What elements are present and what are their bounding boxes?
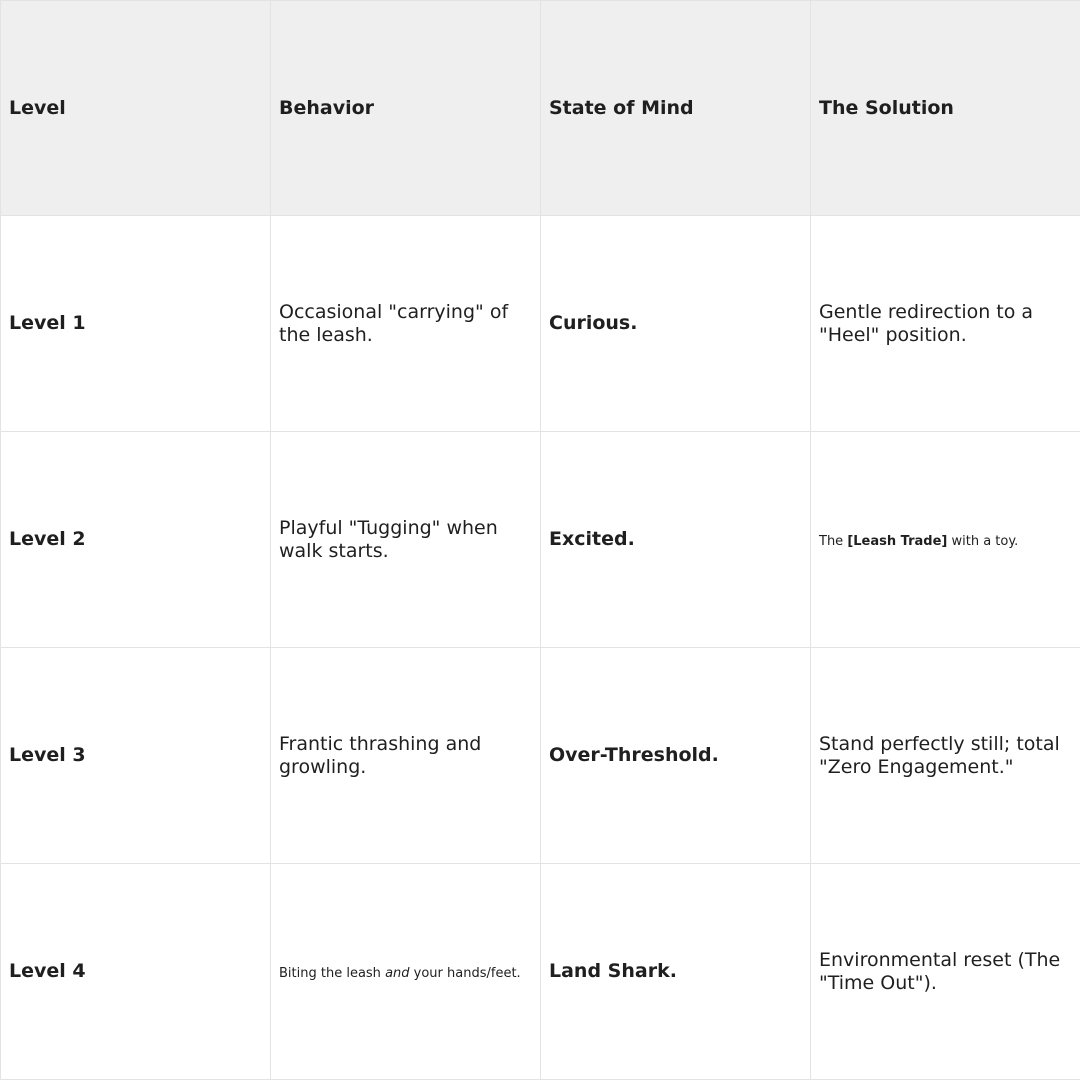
level-cell: Level 4 [1,864,271,1080]
behavior-cell: Frantic thrashing and growling. [271,648,541,864]
leash-trade-term: [Leash Trade] [847,534,948,549]
state-of-mind-cell: Curious. [541,216,811,432]
behavior-text [279,966,521,981]
state-of-mind-cell: Excited. [541,432,811,648]
level-cell: Level 1 [1,216,271,432]
solution-text-before: The [819,534,848,549]
solution-cell [811,432,1080,648]
state-of-mind-cell: Over-Threshold. [541,648,811,864]
behavior-cell: Playful "Tugging" when walk starts. [271,432,541,648]
level-cell: Level 3 [1,648,271,864]
table-row [1,648,1080,864]
state-of-mind-cell: Land Shark. [541,864,811,1080]
solution-text [819,534,1018,549]
solution-cell: Stand perfectly still; total "Zero Engagement." [811,648,1080,864]
solution-text-after: with a toy. [947,534,1019,549]
table-row [1,216,1080,432]
behavior-cell [271,864,541,1080]
header-level: Level [1,1,271,216]
behavior-text-before: Biting the leash [279,966,386,981]
header-behavior: Behavior [271,1,541,216]
table-row [1,864,1080,1080]
behavior-cell: Occasional "carrying" of the leash. [271,216,541,432]
level-cell: Level 2 [1,432,271,648]
header-state-of-mind: State of Mind [541,1,811,216]
header-solution: The Solution [811,1,1080,216]
solution-cell: Gentle redirection to a "Heel" position. [811,216,1080,432]
emphasis-and: and [385,966,410,981]
table-header-row [1,1,1080,216]
table-row [1,432,1080,648]
solution-cell: Environmental reset (The "Time Out"). [811,864,1080,1080]
behavior-text-after: your hands/feet. [409,966,521,981]
